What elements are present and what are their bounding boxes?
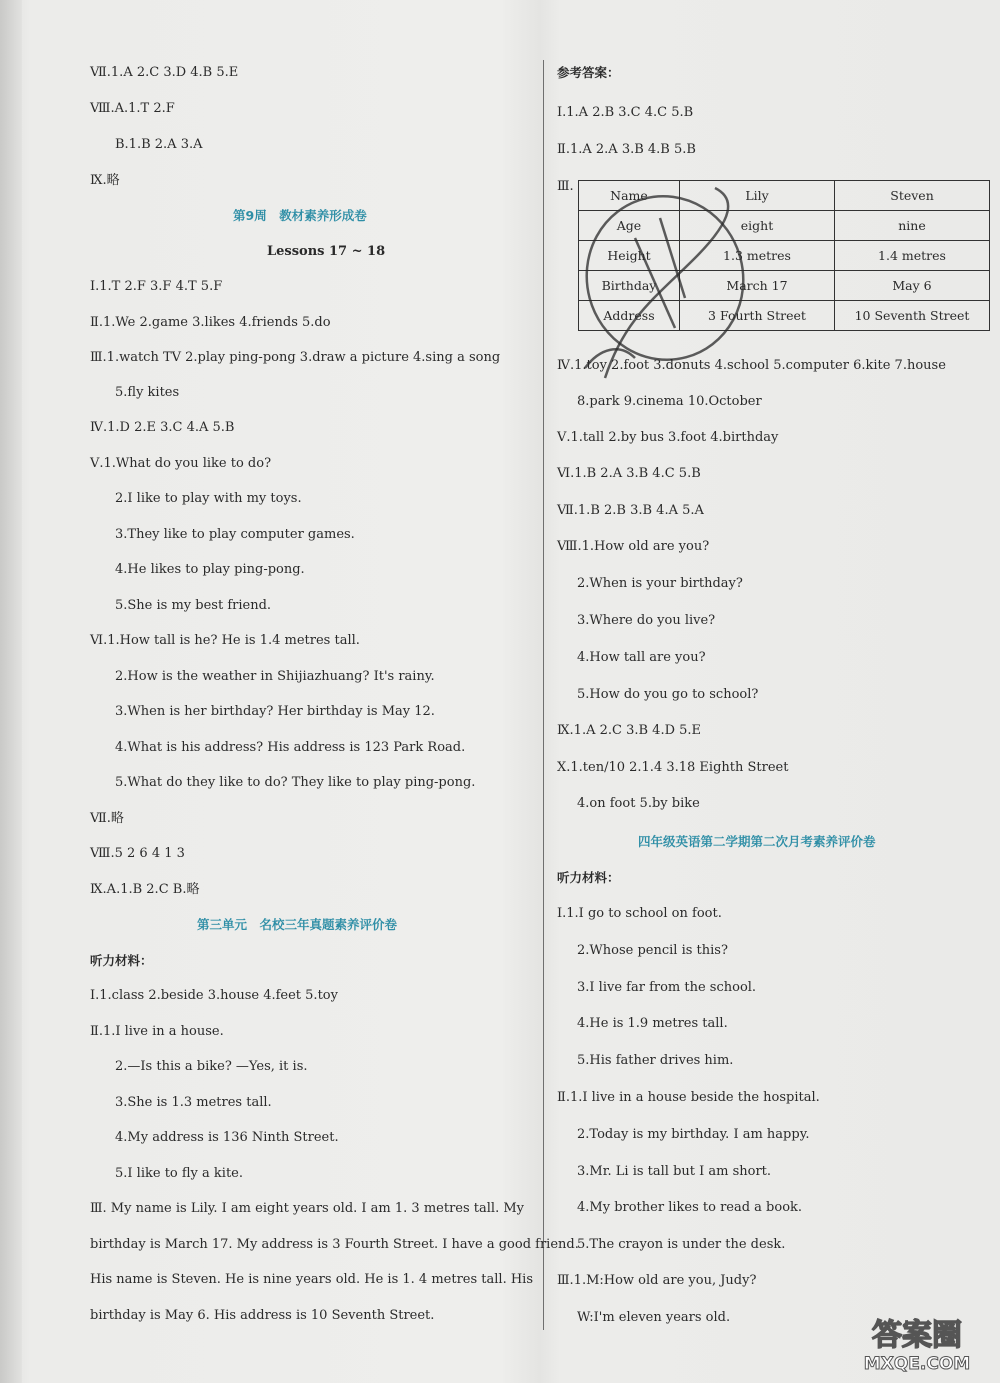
- answer-line: Ⅷ.1.How old are you?: [557, 539, 710, 554]
- answer-line: Ⅸ.A.1.B 2.C B.略: [90, 882, 200, 897]
- answer-line: 2.When is your birthday?: [577, 576, 743, 591]
- answer-line: Ⅲ.1.watch TV 2.play ping-pong 3.draw a picture 4.sing a song: [90, 350, 501, 365]
- answer-line: Ⅱ.1.A 2.A 3.B 4.B 5.B: [557, 142, 696, 157]
- answer-line: Ⅰ.1.A 2.B 3.C 4.C 5.B: [557, 105, 694, 120]
- answer-line: His name is Steven. He is nine years old. He is 1. 4 metres tall. His: [90, 1272, 534, 1287]
- table-cell: 1.3 metres: [680, 241, 835, 271]
- logo-url: MXQE.COM: [863, 1354, 971, 1374]
- answer-line: Ⅷ.A.1.T 2.F: [90, 101, 175, 116]
- table-cell: Age: [579, 211, 680, 241]
- watermark-stamp-icon: [565, 178, 765, 408]
- table-cell: 10 Seventh Street: [835, 301, 990, 331]
- answer-line: 3.They like to play computer games.: [115, 527, 355, 542]
- answer-line: Ⅵ.1.How tall is he? He is 1.4 metres tall.: [90, 633, 360, 648]
- torn-edge: [0, 0, 22, 1383]
- answer-line: 5.How do you go to school?: [577, 687, 759, 702]
- table-cell: Steven: [835, 181, 990, 211]
- table-cell: March 17: [680, 271, 835, 301]
- listening-label: 听力材料：: [90, 953, 153, 968]
- answer-header: 参考答案：: [557, 65, 620, 80]
- answer-line: Ⅷ.5 2 6 4 1 3: [90, 846, 185, 861]
- answer-line: Ⅸ.略: [90, 173, 120, 188]
- answer-line: 5.The crayon is under the desk.: [577, 1237, 786, 1252]
- answer-line: Ⅲ. My name is Lily. I am eight years old. I am 1. 3 metres tall. My: [90, 1201, 524, 1216]
- section-heading: 四年级英语第二学期第二次月考素养评价卷: [638, 834, 876, 849]
- answer-line: Ⅶ.1.B 2.B 3.B 4.A 5.A: [557, 503, 704, 518]
- table-cell: Lily: [680, 181, 835, 211]
- answer-line: 2.How is the weather in Shijiazhuang? It's rainy.: [115, 669, 435, 684]
- table-cell: Height: [579, 241, 680, 271]
- answer-line: Ⅴ.1.What do you like to do?: [90, 456, 272, 471]
- answer-line: 2.—Is this a bike? —Yes, it is.: [115, 1059, 308, 1074]
- section-heading: 第三单元 名校三年真题素养评价卷: [197, 917, 398, 932]
- answer-line: Ⅵ.1.B 2.A 3.B 4.C 5.B: [557, 466, 701, 481]
- section-heading: 第9周 教材素养形成卷: [233, 208, 367, 223]
- answer-line: 2.I like to play with my toys.: [115, 491, 302, 506]
- answer-line: birthday is March 17. My address is 3 Fourth Street. I have a good friend.: [90, 1237, 579, 1252]
- answer-line: Ⅱ.1.I live in a house beside the hospital.: [557, 1090, 820, 1105]
- answer-line: Ⅲ.1.M:How old are you, Judy?: [557, 1273, 757, 1288]
- answer-line: 3.When is her birthday? Her birthday is May 12.: [115, 704, 435, 719]
- answer-line: Ⅱ.1.I live in a house.: [90, 1024, 224, 1039]
- listening-label: 听力材料：: [557, 870, 620, 885]
- table-cell: May 6: [835, 271, 990, 301]
- table-cell: Name: [579, 181, 680, 211]
- answer-line: 3.Where do you live?: [577, 613, 716, 628]
- answer-line: 4.My brother likes to read a book.: [577, 1200, 803, 1215]
- column-divider: [543, 60, 544, 1330]
- answer-line: W:I'm eleven years old.: [577, 1310, 731, 1325]
- table-cell: eight: [680, 211, 835, 241]
- answer-line: Ⅸ.1.A 2.C 3.B 4.D 5.E: [557, 723, 702, 738]
- answer-line: Ⅱ.1.We 2.game 3.likes 4.friends 5.do: [90, 315, 331, 330]
- answer-line: 5.She is my best friend.: [115, 598, 272, 613]
- mxqe-logo-icon: [842, 1307, 992, 1377]
- answer-line: 4.He likes to play ping-pong.: [115, 562, 305, 577]
- answer-line: Ⅴ.1.tall 2.by bus 3.foot 4.birthday: [557, 430, 779, 445]
- answer-line: 3.She is 1.3 metres tall.: [115, 1095, 272, 1110]
- answer-line: 3.Mr. Li is tall but I am short.: [577, 1164, 772, 1179]
- answer-line: 4.What is his address? His address is 123 Park Road.: [115, 740, 466, 755]
- table-cell: Birthday: [579, 271, 680, 301]
- answer-line: Ⅳ.1.toy 2.foot 3.donuts 4.school 5.computer 6.kite 7.house: [557, 358, 946, 373]
- answer-line: Ⅶ.略: [90, 811, 124, 826]
- answer-line: Ⅰ.1.class 2.beside 3.house 4.feet 5.toy: [90, 988, 338, 1003]
- answer-line: 8.park 9.cinema 10.October: [577, 394, 762, 409]
- answer-line: 5.His father drives him.: [577, 1053, 734, 1068]
- answer-line: Ⅶ.1.A 2.C 3.D 4.B 5.E: [90, 65, 239, 80]
- answer-line: B.1.B 2.A 3.A: [115, 137, 203, 152]
- answer-line: 2.Today is my birthday. I am happy.: [577, 1127, 810, 1142]
- table-label: Ⅲ.: [557, 179, 574, 194]
- answer-line: 4.He is 1.9 metres tall.: [577, 1016, 728, 1031]
- table-cell: nine: [835, 211, 990, 241]
- logo-text: 答案圈: [872, 1318, 962, 1353]
- answer-line: Ⅳ.1.D 2.E 3.C 4.A 5.B: [90, 420, 235, 435]
- answer-line: 5.fly kites: [115, 385, 180, 400]
- answer-line: Ⅹ.1.ten/10 2.1.4 3.18 Eighth Street: [557, 760, 789, 775]
- answer-line: 2.Whose pencil is this?: [577, 943, 728, 958]
- table-cell: Address: [579, 301, 680, 331]
- answer-line: Ⅰ.1.I go to school on foot.: [557, 906, 722, 921]
- table-cell: 3 Fourth Street: [680, 301, 835, 331]
- answer-line: 5.What do they like to do? They like to play ping-pong.: [115, 775, 476, 790]
- answer-line: Ⅰ.1.T 2.F 3.F 4.T 5.F: [90, 279, 223, 294]
- section-subheading: Lessons 17 ~ 18: [267, 244, 386, 259]
- answer-line: birthday is May 6. His address is 10 Seventh Street.: [90, 1308, 435, 1323]
- answer-line: 4.My address is 136 Ninth Street.: [115, 1130, 339, 1145]
- answer-line: 4.on foot 5.by bike: [577, 796, 700, 811]
- answer-line: 5.I like to fly a kite.: [115, 1166, 243, 1181]
- table-cell: 1.4 metres: [835, 241, 990, 271]
- answer-line: 3.I live far from the school.: [577, 980, 757, 995]
- answer-line: 4.How tall are you?: [577, 650, 706, 665]
